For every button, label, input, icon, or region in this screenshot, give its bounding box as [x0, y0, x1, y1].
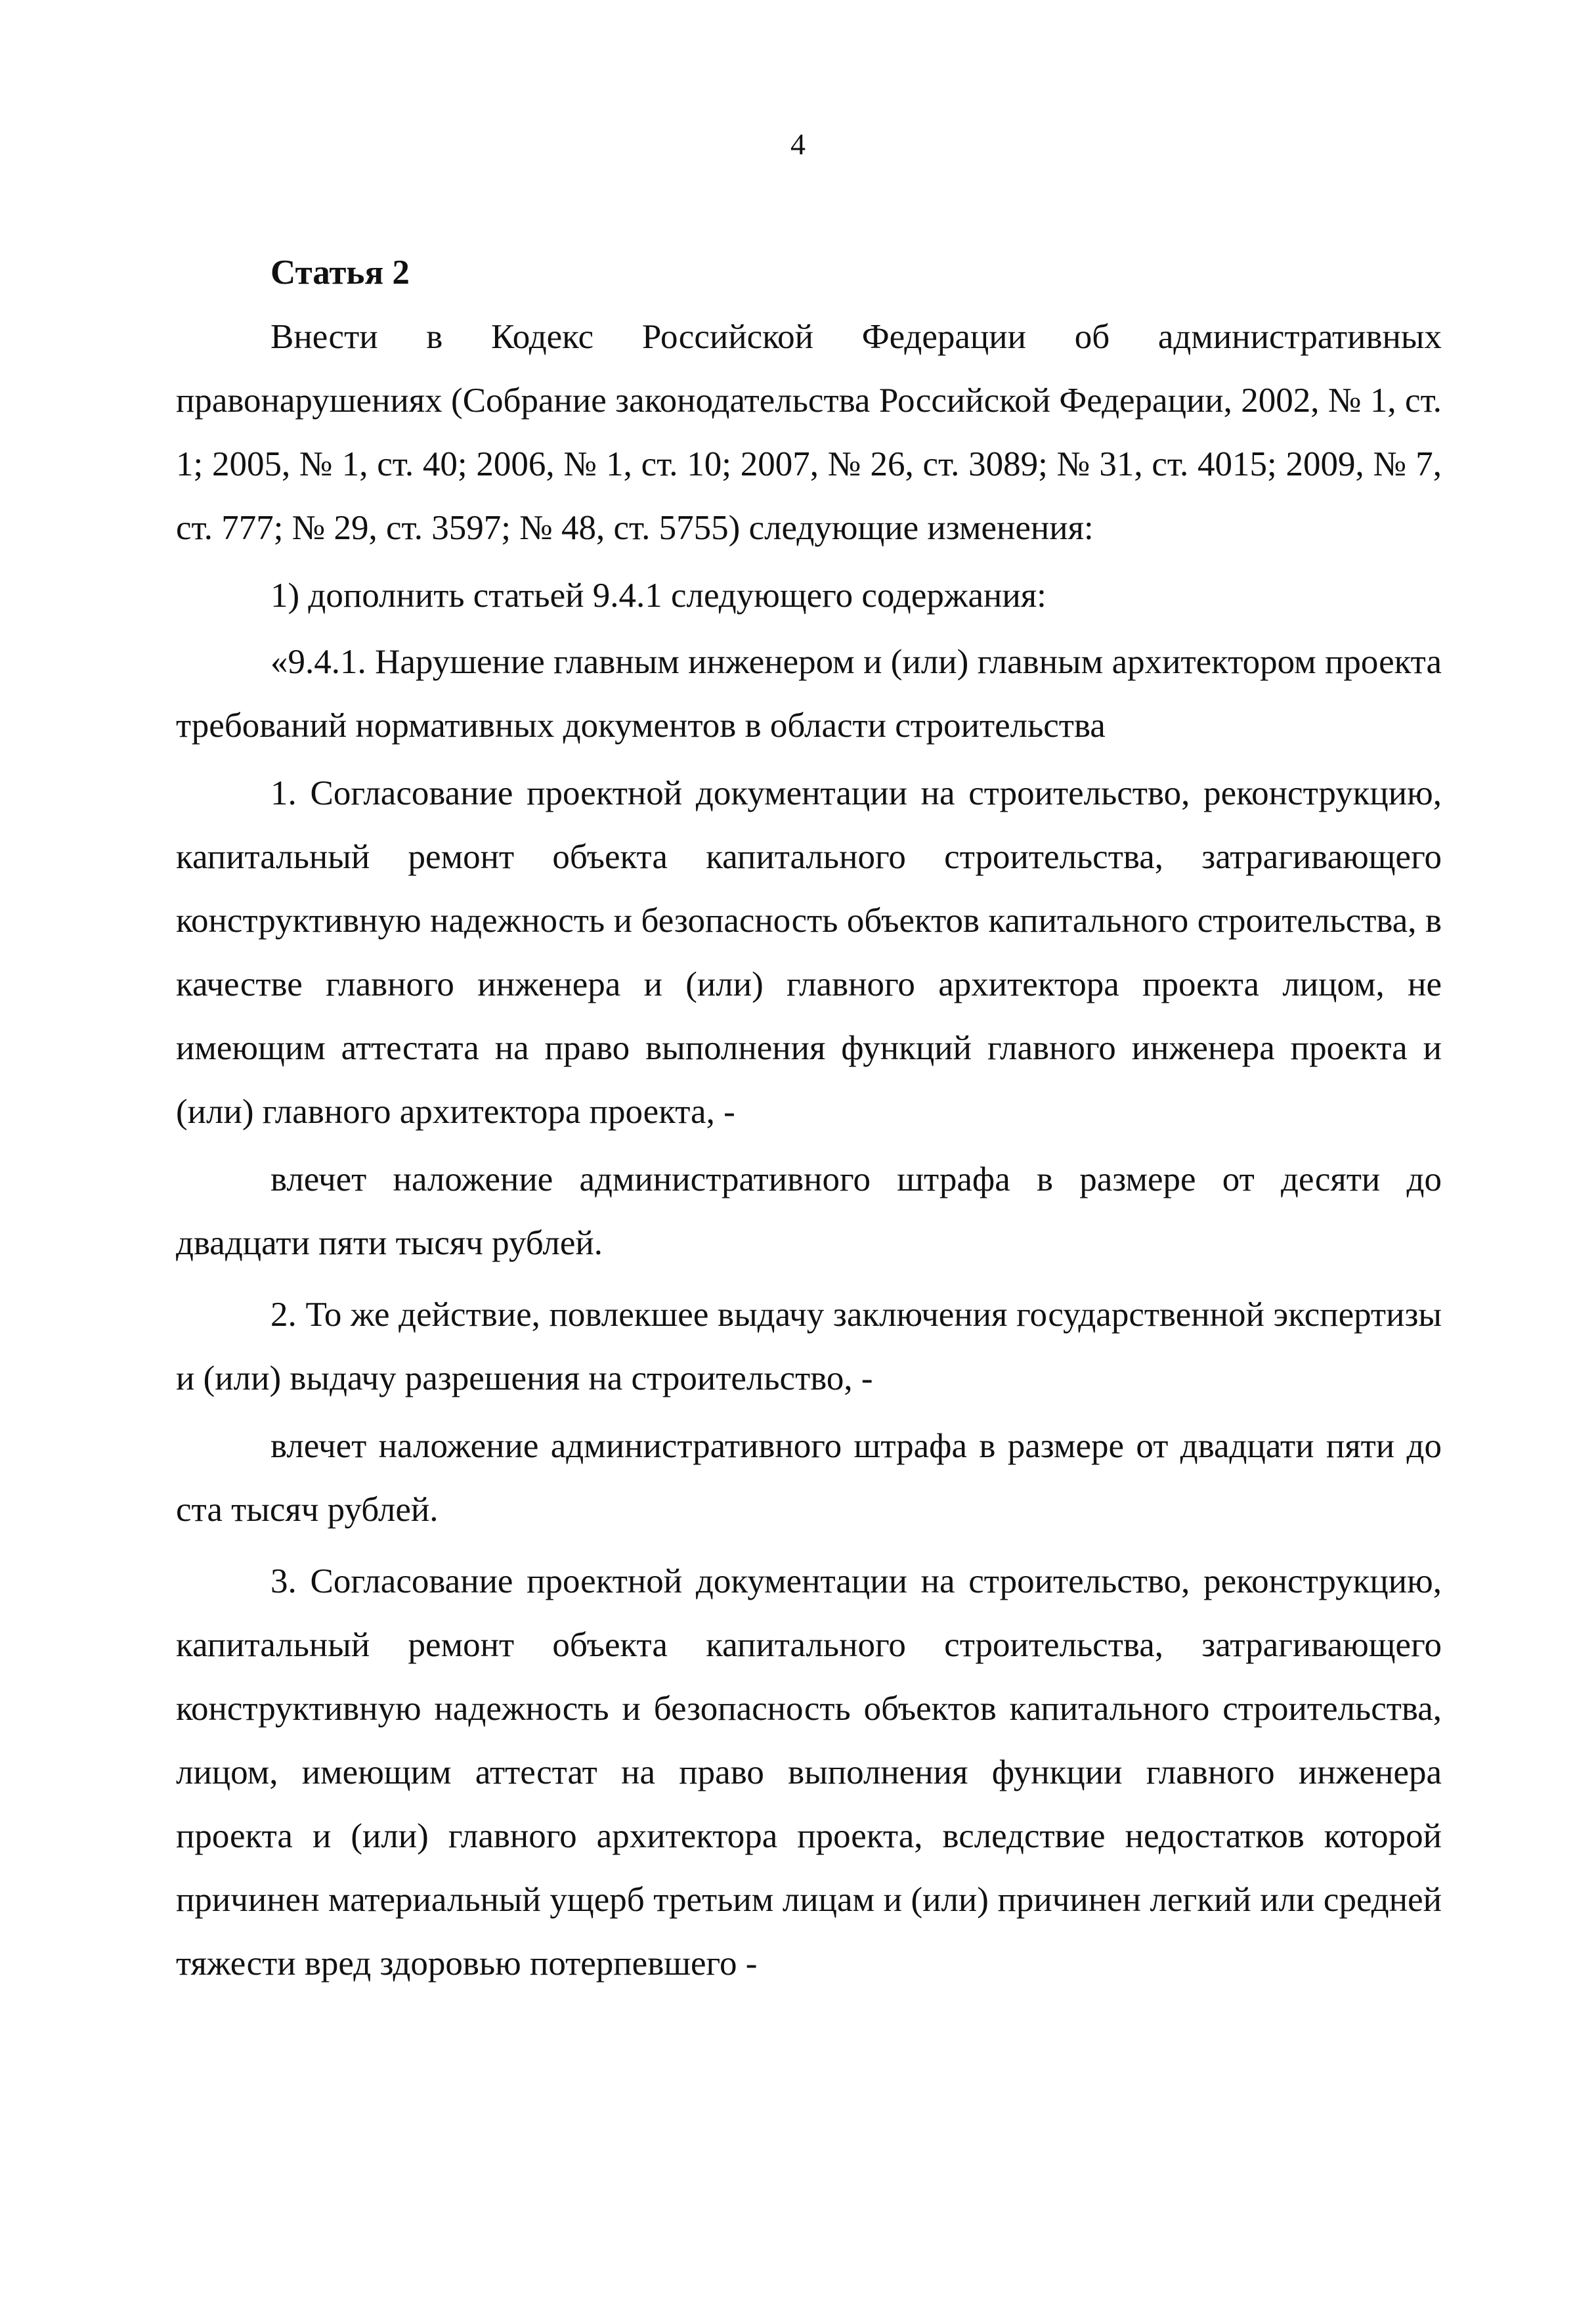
article-part-2: 2. То же действие, повлекшее выдачу заключения государственной экспертизы и (или) выдачу разрешения на строительство, - — [176, 1296, 1442, 1397]
document-body — [176, 240, 1442, 1996]
article-part-2-penalty: влечет наложение административного штрафа в размере от двадцати пяти до ста тысяч рублей. — [176, 1427, 1442, 1529]
article-part-1-penalty: влечет наложение административного штрафа в размере от десяти до двадцати пяти тысяч рублей. — [176, 1160, 1442, 1262]
article-part-3: 3. Согласование проектной документации на строительство, реконструкцию, капитальный ремонт объекта капитального строительства, затрагивающего конструктивную надежность и безопасность объектов капитального строительства, лицом, имеющим аттестат на право выполнения функции главного инженера проекта и (или) главного архитектора проекта, вследствие недостатков которой причинен материальный ущерб третьим лицам и (или) причинен легкий или средней тяжести вред здоровью потерпевшего - — [176, 1562, 1442, 1983]
page-number: 4 — [790, 127, 806, 161]
amendment-item-1: 1) дополнить статьей 9.4.1 следующего содержания: — [270, 577, 1046, 615]
amendment-intro-paragraph: Внести в Кодекс Российской Федерации об административных правонарушениях (Собрание законодательства Российской Федерации, 2002, № 1, ст. 1; 2005, № 1, ст. 40; 2006, № 1, ст. 10; 2007, № 26, ст. 3089; № 31, ст. 4015; 2009, № 7, ст. 777; № 29, ст. 3597; № 48, ст. 5755) следующие изменения: — [176, 318, 1442, 547]
article-heading: Статья 2 — [270, 253, 410, 292]
article-part-1: 1. Согласование проектной документации на строительство, реконструкцию, капитальный ремонт объекта капитального строительства, затрагивающего конструктивную надежность и безопасность объектов капитального строительства, в качестве главного инженера и (или) главного архитектора проекта лицом, не имеющим аттестата на право выполнения функций главного инженера проекта и (или) главного архитектора проекта, - — [176, 774, 1442, 1131]
article-9-4-1-title: «9.4.1. Нарушение главным инженером и (или) главным архитектором проекта требований нормативных документов в области строительства — [176, 643, 1442, 745]
